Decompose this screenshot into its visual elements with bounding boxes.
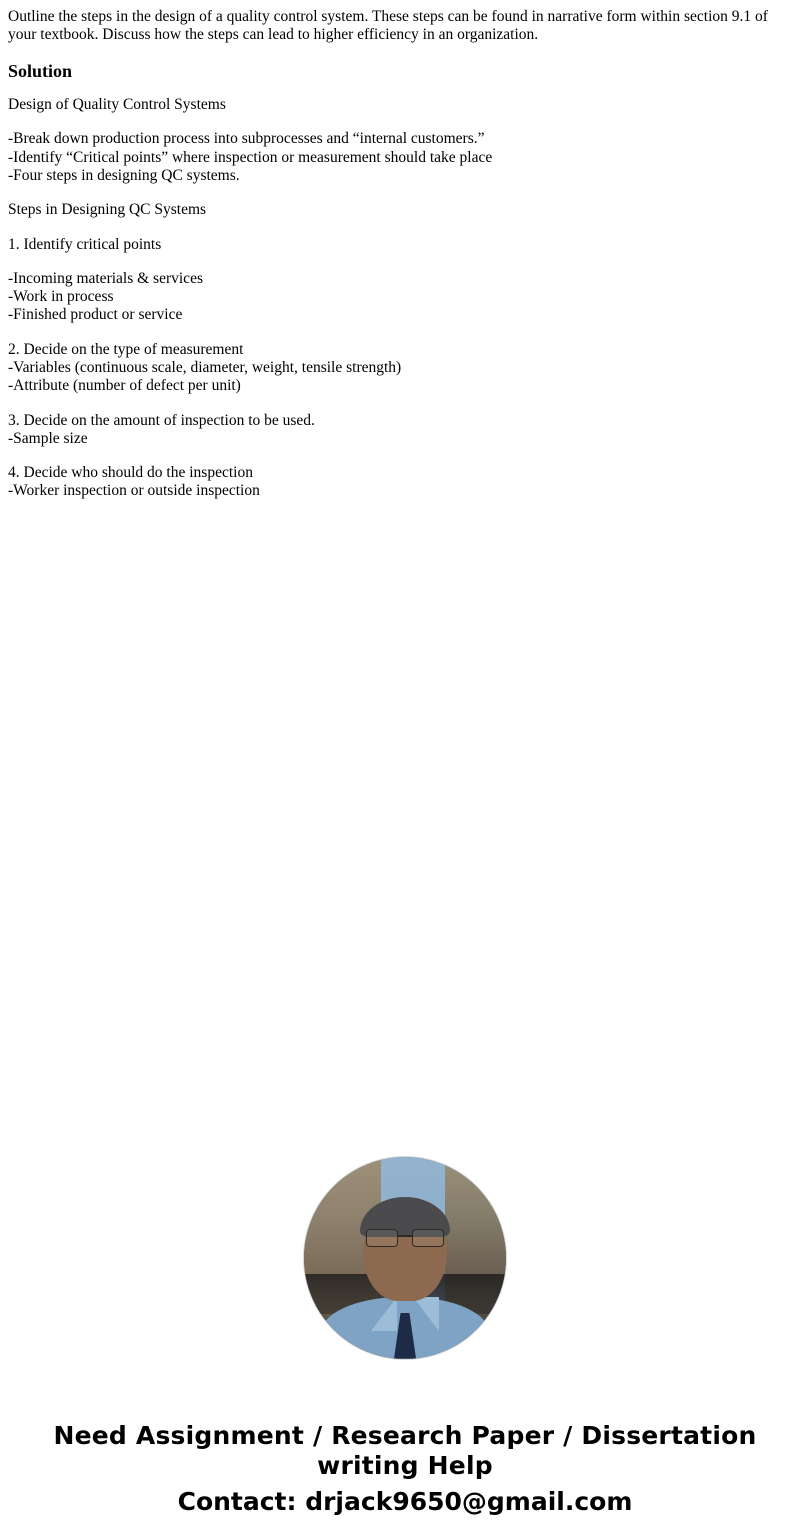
intro-bullet: -Four steps in designing QC systems.: [8, 167, 240, 184]
avatar: [304, 1157, 506, 1359]
step-title: 1. Identify critical points: [8, 235, 162, 253]
glasses-icon: [366, 1229, 444, 1245]
avatar-collar-left: [371, 1297, 397, 1331]
step-items: [8, 270, 784, 325]
step-group: [8, 236, 784, 254]
step-item: -Work in process: [8, 288, 114, 306]
step-item: -Attribute (number of defect per unit): [8, 377, 241, 395]
avatar-lens-left: [366, 1229, 398, 1247]
intro-text: Design of Quality Control Systems: [8, 96, 226, 114]
step-group: [8, 464, 784, 501]
promo-footer: [8, 1157, 794, 1517]
promo-headline: Need Assignment / Research Paper / Dissertation writing Help: [53, 1420, 757, 1480]
avatar-collar-right: [413, 1297, 439, 1331]
step-title: 2. Decide on the type of measurement: [8, 340, 244, 358]
intro-bullet: -Break down production process into subprocesses and “internal customers.”: [8, 130, 485, 148]
step-item: -Incoming materials & services: [8, 269, 203, 287]
step-item: -Finished product or service: [8, 306, 183, 324]
steps-heading: Steps in Designing QC Systems: [8, 201, 207, 219]
avatar-glasses-bridge: [397, 1235, 413, 1237]
step-item: -Variables (continuous scale, diameter, weight, tensile strength): [8, 358, 402, 376]
step-item: -Worker inspection or outside inspection: [8, 482, 260, 500]
avatar-container: [8, 1157, 794, 1359]
page-whitespace: [8, 517, 784, 1117]
promo-contact: Contact: drjack9650@gmail.com: [177, 1486, 633, 1516]
step-group: [8, 341, 784, 396]
step-title: 4. Decide who should do the inspection: [8, 464, 253, 482]
avatar-lens-right: [412, 1229, 444, 1247]
step-title: 3. Decide on the amount of inspection to be used.: [8, 411, 315, 429]
solution-heading: Solution: [8, 60, 73, 81]
step-group: [8, 412, 784, 449]
step-item: -Sample size: [8, 429, 88, 447]
intro-bullets: [8, 130, 784, 185]
intro-bullet: -Identify “Critical points” where inspection or measurement should take place: [8, 148, 493, 166]
question-text: Outline the steps in the design of a quality control system. These steps can be found in narrative form within section 9.1 of your textbook. Discuss how the steps can lead to higher efficiency in an organization.: [8, 8, 768, 44]
